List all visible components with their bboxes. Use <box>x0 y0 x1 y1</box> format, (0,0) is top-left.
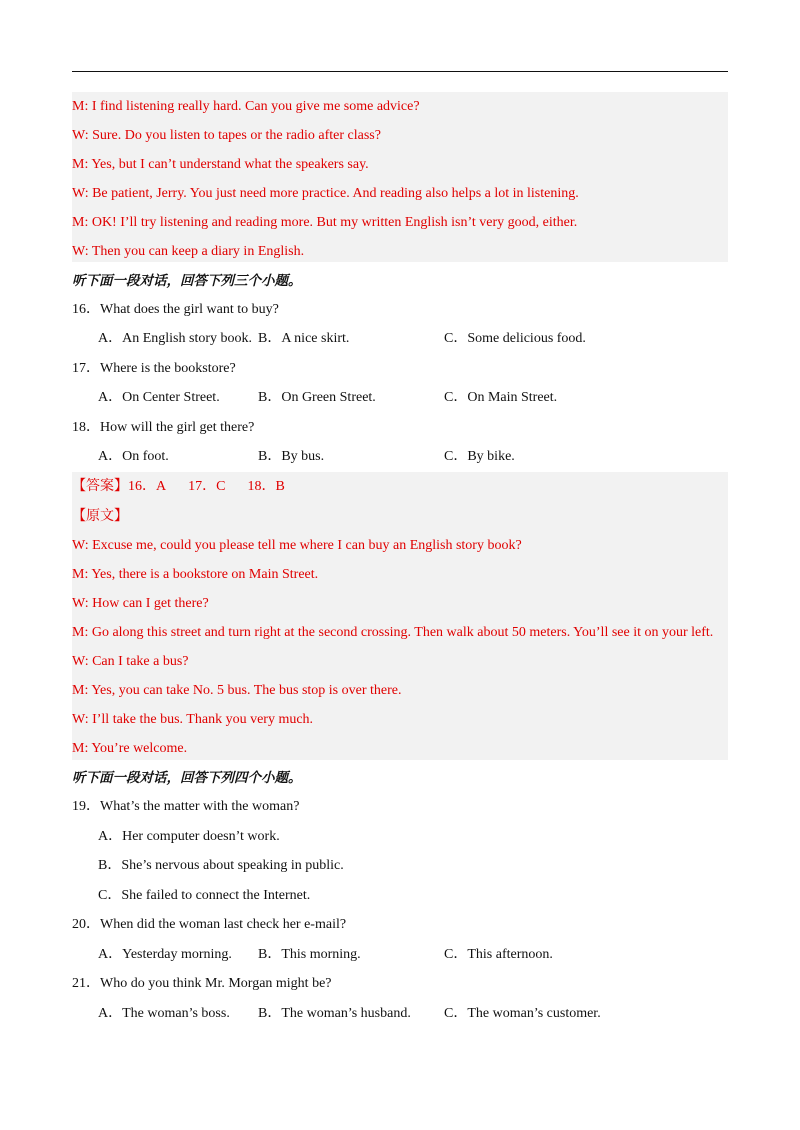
transcript-line: W: Excuse me, could you please tell me where I can buy an English story book? <box>72 538 522 553</box>
option-b: B．This morning. <box>258 947 361 962</box>
option-b: B．By bus. <box>258 449 325 464</box>
option-b: B．She’s nervous about speaking in public. <box>98 858 344 873</box>
option-a: A．Her computer doesn’t work. <box>98 829 280 844</box>
answer-key <box>72 472 285 501</box>
option-a: A．On Center Street. <box>98 390 220 405</box>
transcript-line: W: Sure. Do you listen to tapes or the radio after class? <box>72 128 381 143</box>
option-c: C．By bike. <box>444 449 515 464</box>
option-c: C．This afternoon. <box>444 947 553 962</box>
option-c: C．She failed to connect the Internet. <box>98 888 311 903</box>
question-stem: 20．When did the woman last check her e-mail? <box>72 917 347 932</box>
transcript-line: W: How can I get there? <box>72 596 209 611</box>
question-stem: 16．What does the girl want to buy? <box>72 302 279 317</box>
question-stem: 17．Where is the bookstore? <box>72 361 236 376</box>
option-c: C．The woman’s customer. <box>444 1006 601 1021</box>
answer-16: 16．A <box>128 479 167 494</box>
transcript-line: M: Yes, there is a bookstore on Main Street. <box>72 567 319 582</box>
section-header: 听下面一段对话，回答下列三个小题。 <box>72 273 302 288</box>
transcript-line: W: Can I take a bus? <box>72 654 189 669</box>
option-b: B．On Green Street. <box>258 390 376 405</box>
transcript-line: M: Yes, but I can’t understand what the speakers say. <box>72 157 369 172</box>
transcript-line: M: Yes, you can take No. 5 bus. The bus stop is over there. <box>72 683 402 698</box>
option-a: A．The woman’s boss. <box>98 1006 230 1021</box>
answer-18: 18．B <box>247 479 285 494</box>
transcript-line: M: OK! I’ll try listening and reading more. But my written English isn’t very good, either. <box>72 215 578 230</box>
question-stem: 18．How will the girl get there? <box>72 420 255 435</box>
option-c: C．On Main Street. <box>444 390 558 405</box>
option-b: B．The woman’s husband. <box>258 1006 411 1021</box>
section-header: 听下面一段对话，回答下列四个小题。 <box>72 770 302 785</box>
answer-17: 17．C <box>188 479 226 494</box>
answer-label: 【答案】 <box>72 479 128 494</box>
source-label: 【原文】 <box>72 509 128 524</box>
header-rule <box>72 71 728 72</box>
transcript-line: M: I find listening really hard. Can you give me some advice? <box>72 99 420 114</box>
transcript-line: M: Go along this street and turn right at the second crossing. Then walk about 50 meters. You’ll see it on your left. <box>72 625 714 640</box>
option-a: A．On foot. <box>98 449 169 464</box>
transcript-line: M: You’re welcome. <box>72 741 188 756</box>
question-stem: 19．What’s the matter with the woman? <box>72 799 300 814</box>
option-b: B．A nice skirt. <box>258 331 350 346</box>
transcript-line: W: Be patient, Jerry. You just need more practice. And reading also helps a lot in listening. <box>72 186 579 201</box>
question-stem: 21．Who do you think Mr. Morgan might be? <box>72 976 332 991</box>
option-c: C．Some delicious food. <box>444 331 586 346</box>
transcript-line: W: I’ll take the bus. Thank you very much. <box>72 712 314 727</box>
transcript-line: W: Then you can keep a diary in English. <box>72 244 305 259</box>
option-a: A．Yesterday morning. <box>98 947 232 962</box>
option-a: A．An English story book. <box>98 331 252 346</box>
